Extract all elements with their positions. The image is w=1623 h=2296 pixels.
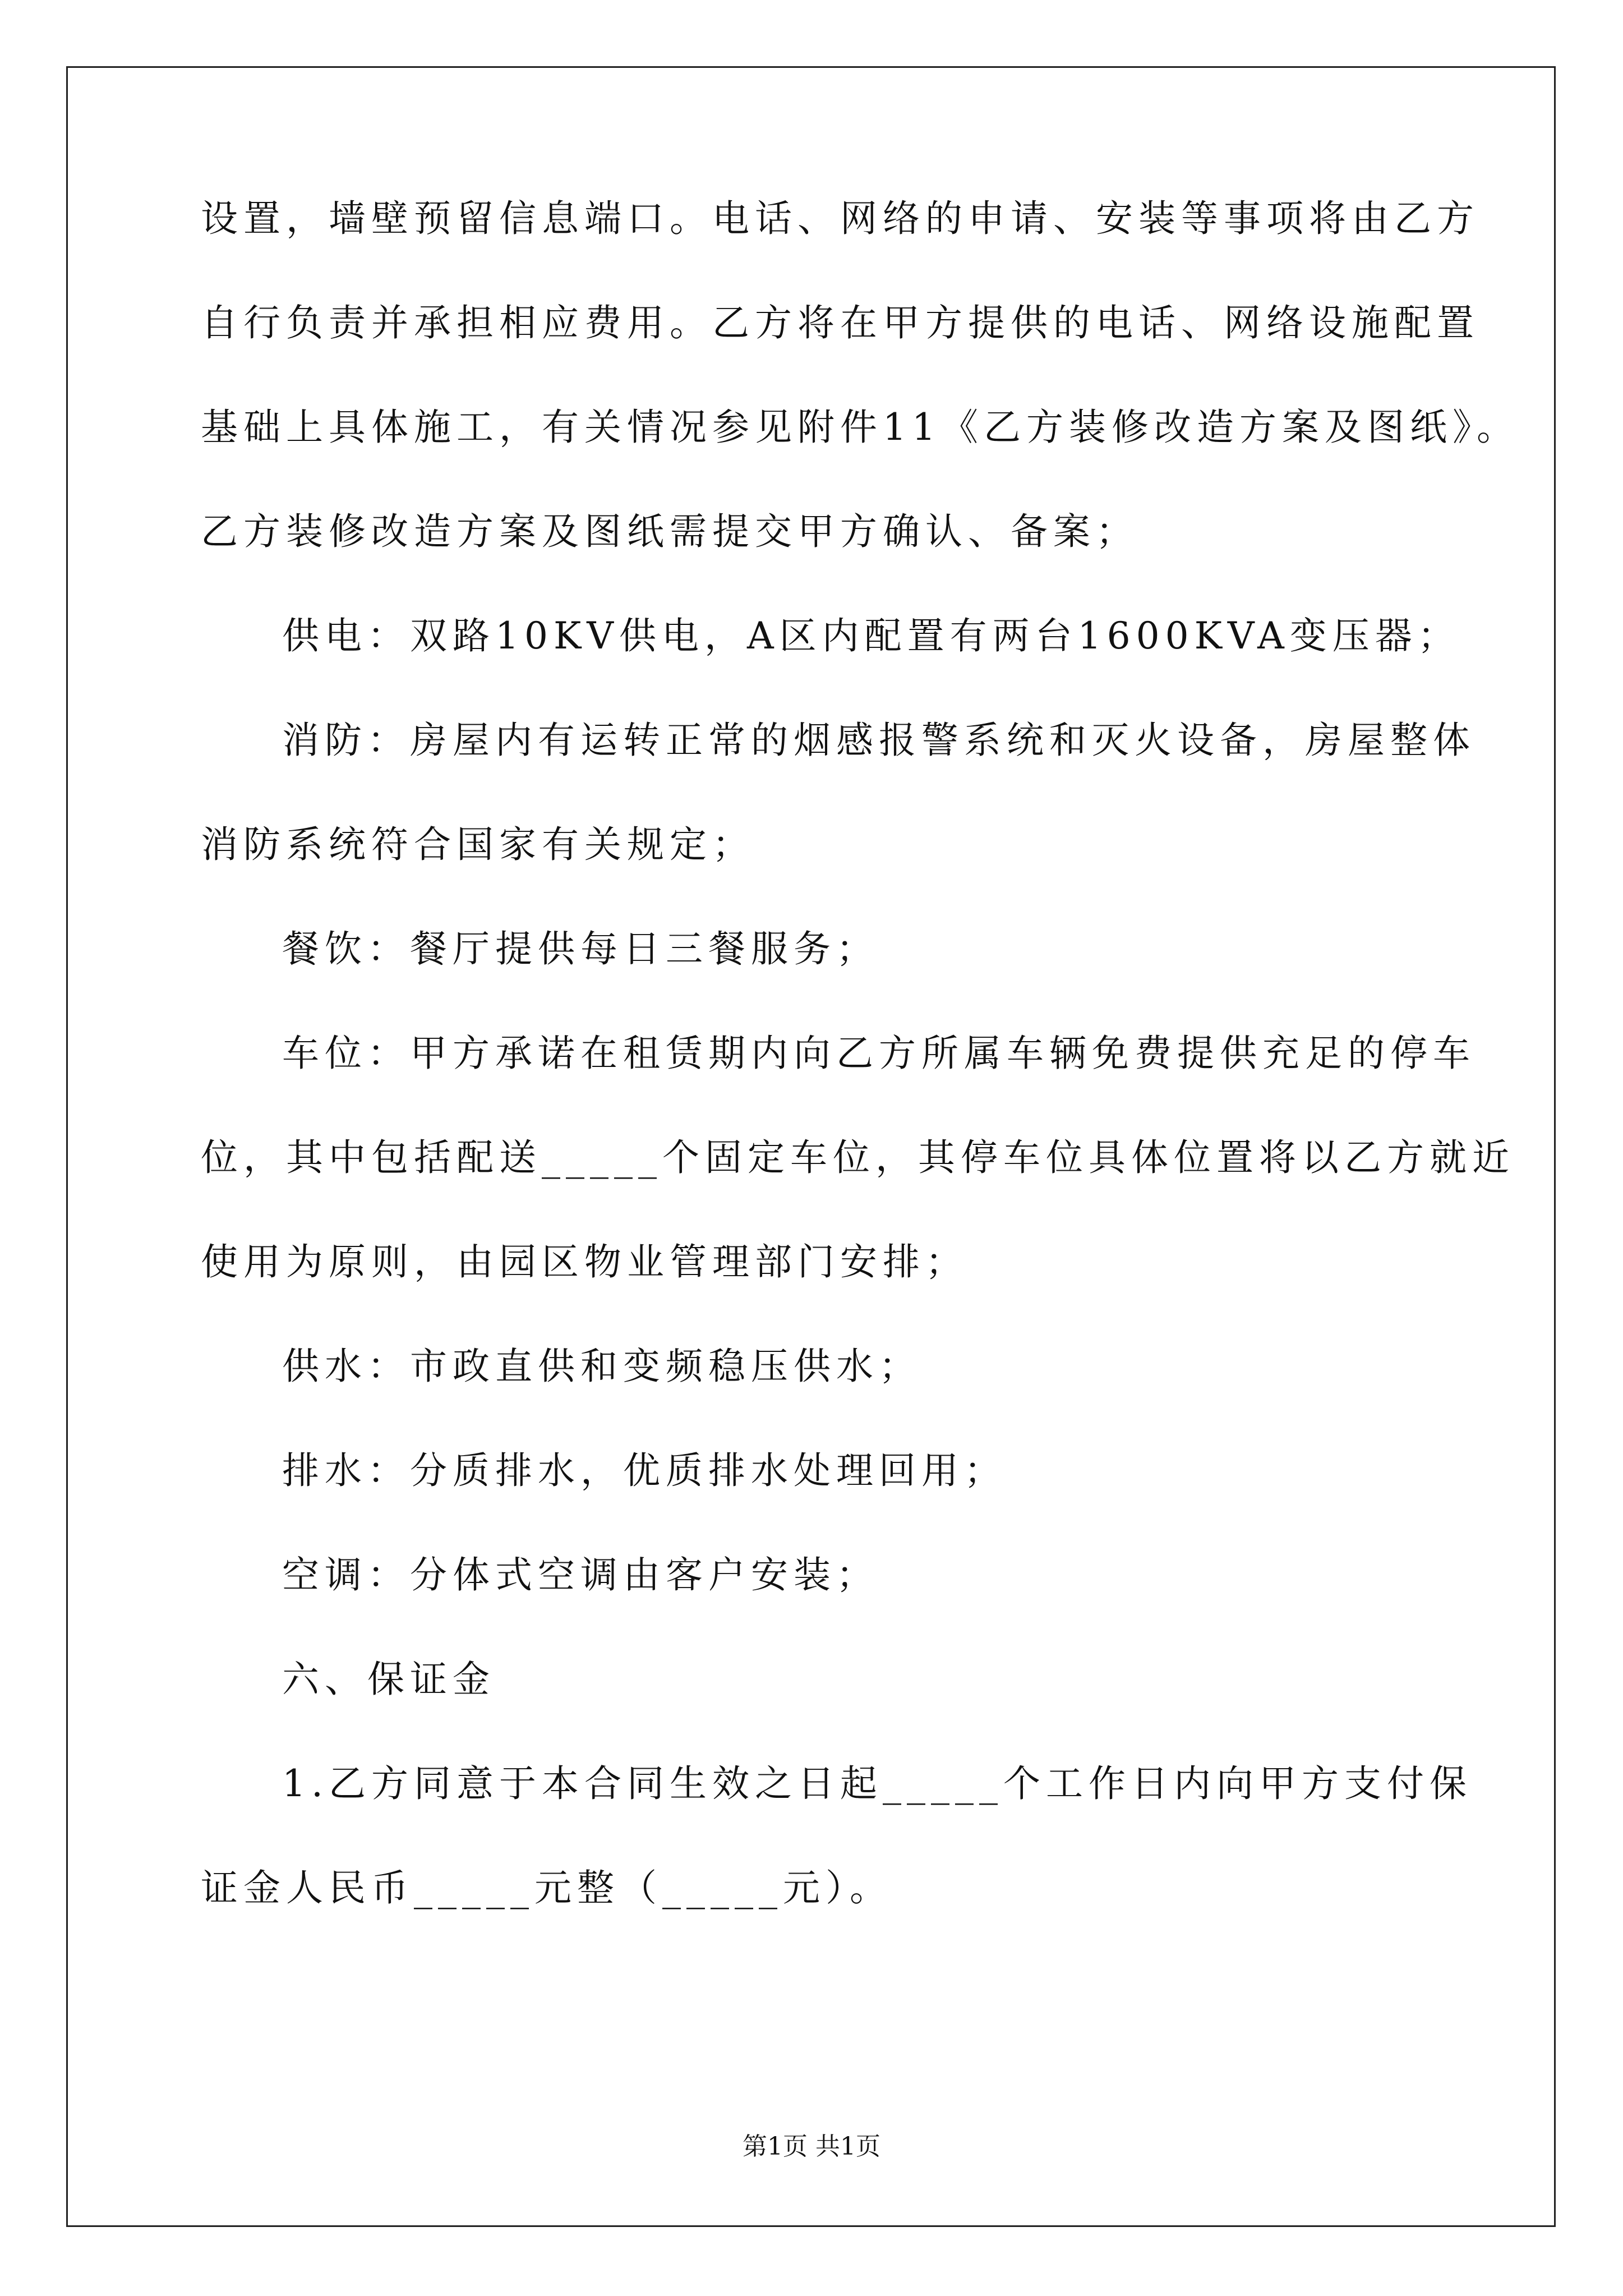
text-line: 消防系统符合国家有关规定；	[201, 823, 755, 866]
page-number: 第1页 共1页	[743, 2132, 880, 2161]
text-line-drainage: 排水：分质排水，优质排水处理回用；	[282, 1449, 1007, 1492]
text-line-dining: 餐饮：餐厅提供每日三餐服务；	[282, 927, 879, 970]
text-line-air-conditioning: 空调：分体式空调由客户安装；	[282, 1553, 879, 1596]
text-line: 基础上具体施工，有关情况参见附件11《乙方装修改造方案及图纸》。	[201, 406, 1519, 449]
text-line-water-supply: 供水：市政直供和变频稳压供水；	[282, 1345, 921, 1388]
section-heading-deposit: 六、保证金	[282, 1658, 495, 1701]
text-line: 设置，墙壁预留信息端口。电话、网络的申请、安装等事项将由乙方	[201, 197, 1479, 240]
text-line: 乙方装修改造方案及图纸需提交甲方确认、备案；	[201, 510, 1138, 553]
text-line: 位，其中包括配送_____个固定车位，其停车位具体位置将以乙方就近	[201, 1136, 1515, 1179]
text-line-fire: 消防：房屋内有运转正常的烟感报警系统和灭火设备，房屋整体	[282, 719, 1476, 762]
text-line: 使用为原则，由园区物业管理部门安排；	[201, 1240, 968, 1283]
text-line: 证金人民币_____元整（_____元）。	[201, 1866, 892, 1910]
text-line-power: 供电：双路10KV供电，A区内配置有两台1600KVA变压器；	[282, 614, 1460, 657]
text-line-deposit-clause: 1.乙方同意于本合同生效之日起_____个工作日内向甲方支付保	[282, 1762, 1472, 1805]
text-line-parking: 车位：甲方承诺在租赁期内向乙方所属车辆免费提供充足的停车	[282, 1032, 1476, 1075]
text-line: 自行负责并承担相应费用。乙方将在甲方提供的电话、网络设施配置	[201, 301, 1479, 344]
